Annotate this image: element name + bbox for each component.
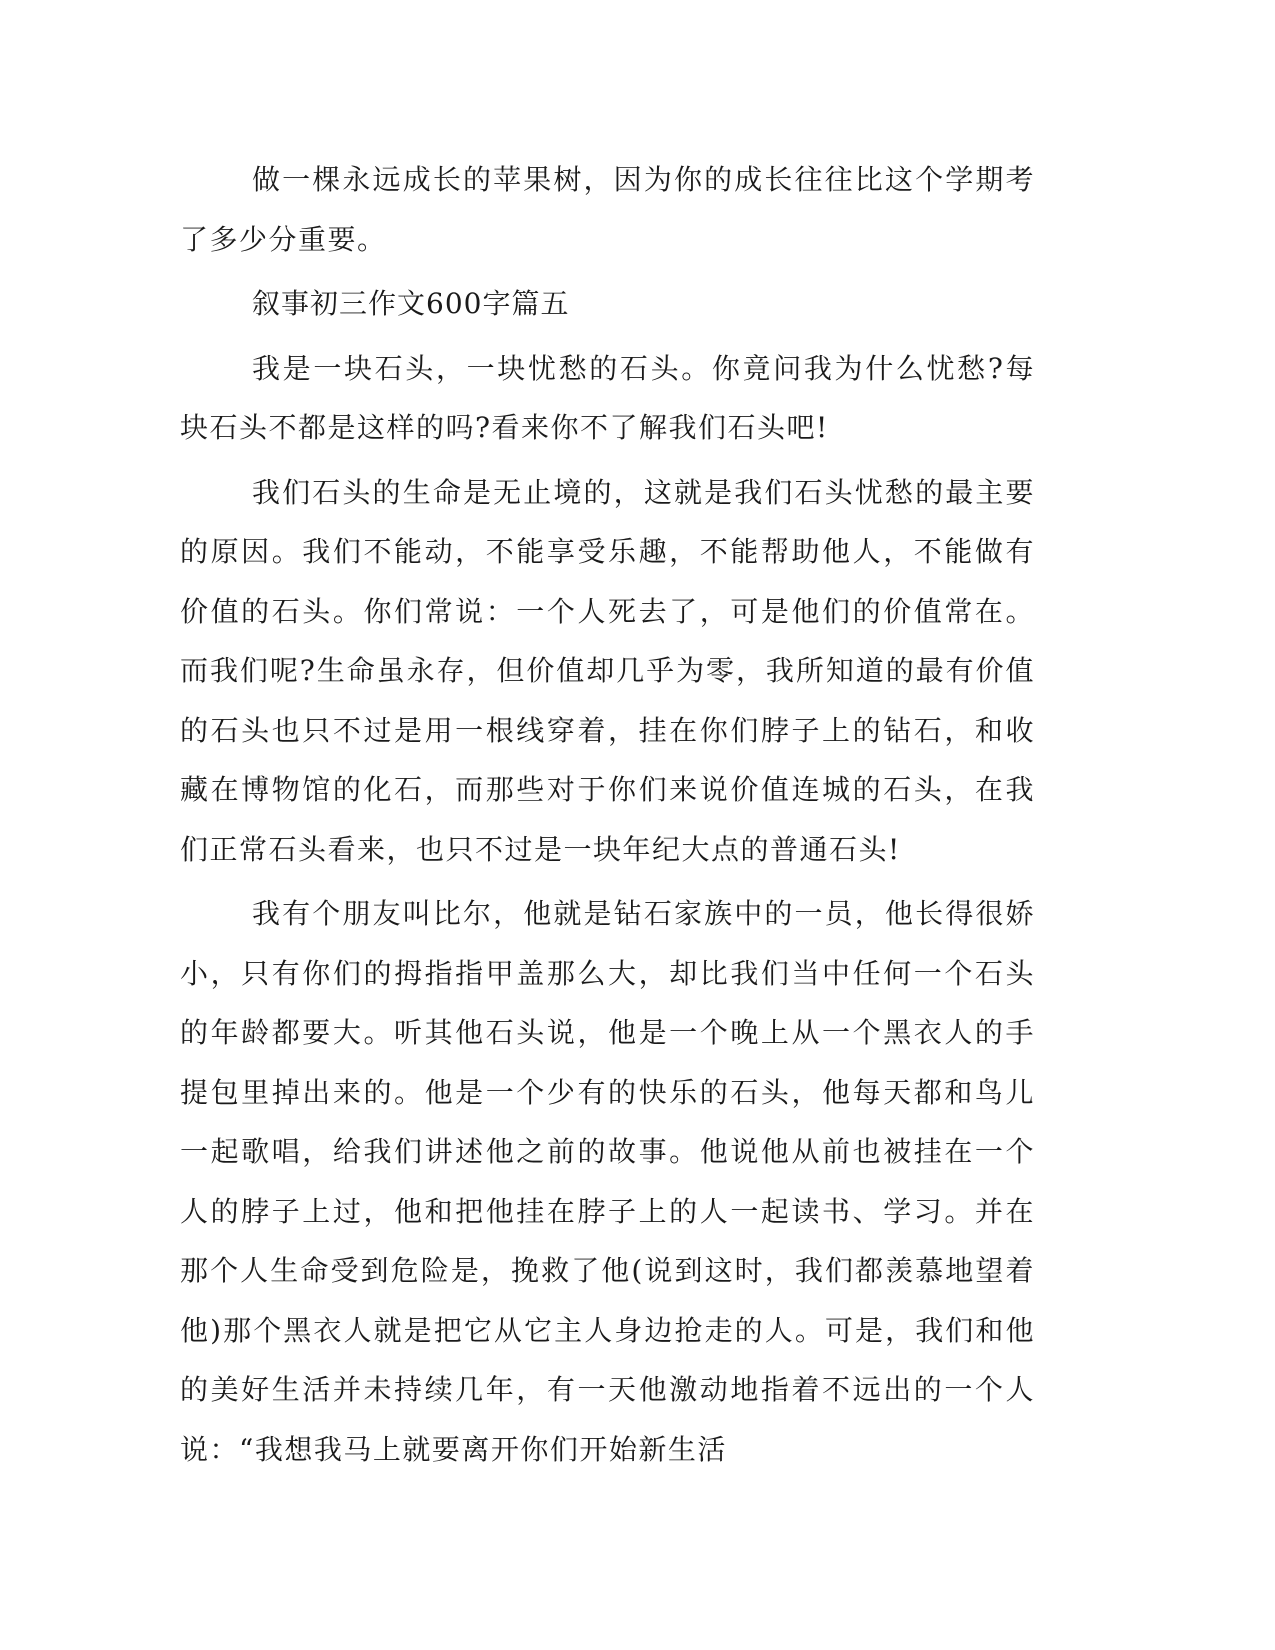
paragraph-friend-bill: 我有个朋友叫比尔，他就是钻石家族中的一员，他长得很娇小，只有你们的拇指指甲盖那么大，却比我们当中任何一个石头的年龄都要大。听其他石头说，他是一个晚上从一个黑衣人的手提包里掉出来的。他是一个少有的快乐的石头，他每天都和鸟儿一起歌唱，给我们讲述他之前的故事。他说他从前也被挂在一个人的脖子上过，他和把他挂在脖子上的人一起读书、学习。并在那个人生命受到危险是，挽救了他(说到这时，我们都羡慕地望着他)那个黑衣人就是把它从它主人身边抢走的人。可是，我们和他的美好生活并未持续几年，有一天他激动地指着不远出的一个人说：“我想我马上就要离开你们开始新生活 — [180, 897, 1035, 1466]
section-heading: 叙事初三作文600字篇五 — [252, 287, 570, 320]
paragraph-stone-intro: 我是一块石头，一块忧愁的石头。你竟问我为什么忧愁?每块石头不都是这样的吗?看来你不了解我们石头吧! — [180, 351, 1035, 444]
paragraph-stone-life: 我们石头的生命是无止境的，这就是我们石头忧愁的最主要的原因。我们不能动，不能享受乐趣，不能帮助他人，不能做有价值的石头。你们常说：一个人死去了，可是他们的价值常在。而我们呢?生命虽永存，但价值却几乎为零，我所知道的最有价值的石头也只不过是用一根线穿着，挂在你们脖子上的钻石，和收藏在博物馆的化石，而那些对于你们来说价值连城的石头，在我们正常石头看来，也只不过是一块年纪大点的普通石头! — [180, 475, 1035, 866]
document-page — [180, 150, 1035, 1484]
paragraph-apple-tree: 做一棵永远成长的苹果树，因为你的成长往往比这个学期考了多少分重要。 — [180, 163, 1035, 256]
